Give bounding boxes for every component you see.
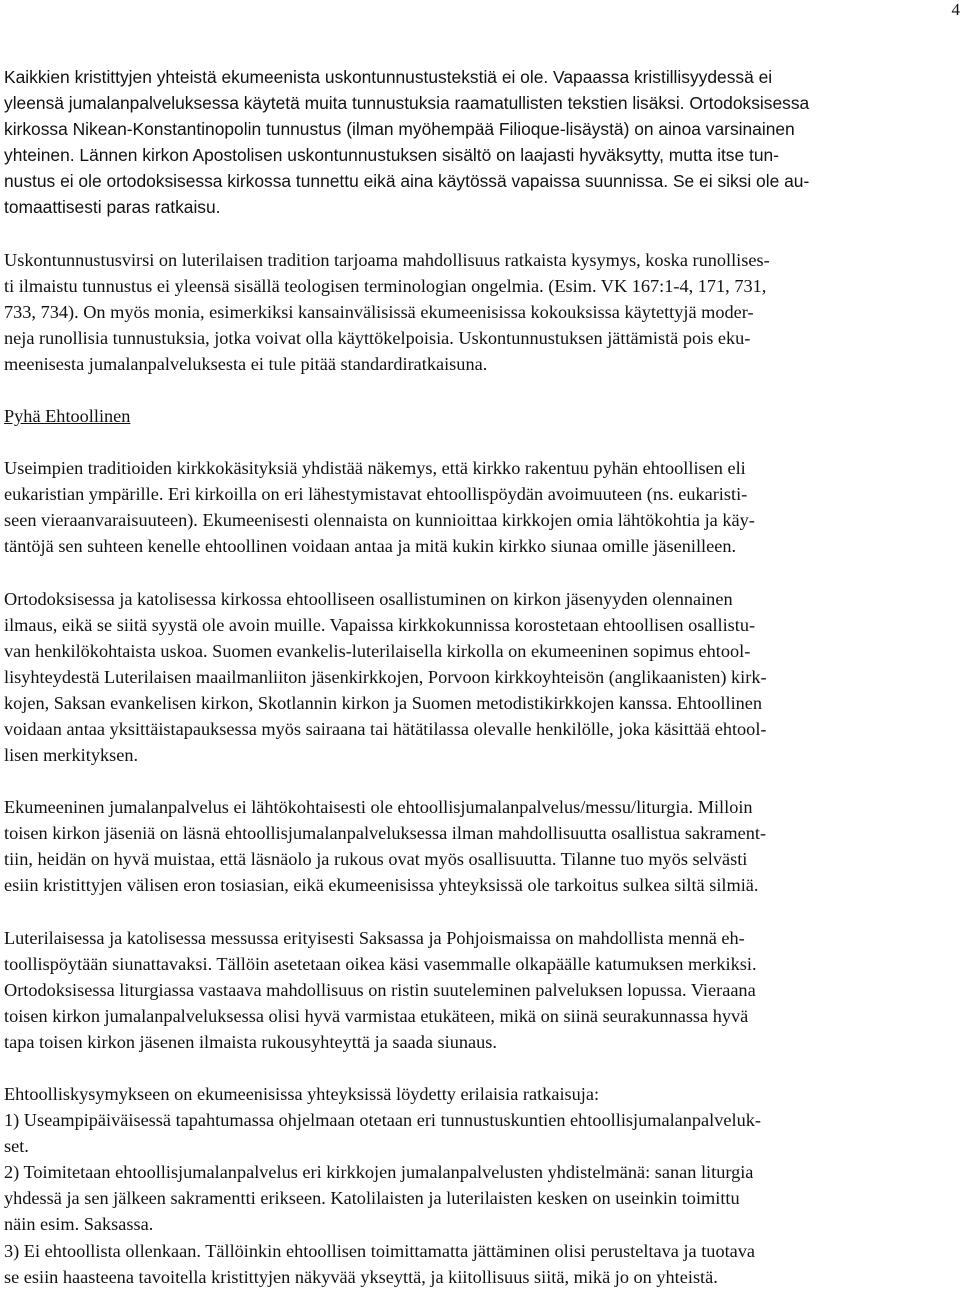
text-line: täntöjä sen suhteen kenelle ehtoollinen voidaan antaa ja mitä kukin kirkko siunaa omille jäsenilleen.: [4, 533, 952, 559]
text-line: tomaattisesti paras ratkaisu.: [4, 194, 952, 220]
text-line: Kaikkien kristittyjen yhteistä ekumeenista uskontunnustustekstiä ei ole. Vapaassa kristillisyydessä ei: [4, 64, 952, 90]
text-line: Luterilaisessa ja katolisessa messussa erityisesti Saksassa ja Pohjoismaissa on mahdollista mennä eh-: [4, 925, 952, 951]
list-item: set.: [4, 1133, 952, 1159]
text-line: toollispöytään siunattavaksi. Tällöin asetetaan oikea käsi vasemmalle olkapäälle katumuksen merkiksi.: [4, 951, 952, 977]
text-line: esiin kristittyjen välisen eron tosiasian, eikä ekumeenisissa yhteyksissä ole tarkoitus sulkea siltä silmiä.: [4, 872, 952, 898]
text-line: voidaan antaa yksittäistapauksessa myös sairaana tai hätätilassa olevalle henkilölle, joka käsittää ehtool-: [4, 716, 952, 742]
text-line: lisen merkityksen.: [4, 742, 952, 768]
intro-paragraph: [4, 64, 952, 221]
section-heading: Pyhä Ehtoollinen: [4, 403, 952, 429]
page-number: 4: [952, 0, 960, 20]
text-line: toisen kirkon jumalanpalveluksessa olisi hyvä varmistaa etukäteen, mikä on siinä seurakunnassa hyvä: [4, 1003, 952, 1029]
list-item: yhdessä ja sen jälkeen sakramentti erikseen. Katolilaisten ja luterilaisten kesken on useinkin toimittu: [4, 1185, 952, 1211]
text-line: lisyhteydestä Luterilaisen maailmanliiton jäsenkirkkojen, Porvoon kirkkoyhteisön (anglikaanisten) kirk-: [4, 664, 952, 690]
text-line: kirkossa Nikean-Konstantinopolin tunnustus (ilman myöhempää Filioque-lisäystä) on ainoa varsinainen: [4, 116, 952, 142]
text-line: meenisesta jumalanpalveluksesta ei tule pitää standardiratkaisuna.: [4, 351, 952, 377]
text-line: Useimpien traditioiden kirkkokäsityksiä yhdistää näkemys, että kirkko rakentuu pyhän ehtoollisen eli: [4, 455, 952, 481]
text-line: neja runollisia tunnustuksia, jotka voivat olla käyttökelpoisia. Uskontunnustuksen jättämistä pois eku-: [4, 325, 952, 351]
paragraph-ecumenical-service: [4, 794, 952, 898]
paragraph-creed-hymn: [4, 247, 952, 377]
list-item: 1) Useampipäiväisessä tapahtumassa ohjelmaan otetaan eri tunnustuskuntien ehtoollisjumalanpalveluk-: [4, 1107, 952, 1133]
text-line: Ekumeeninen jumalanpalvelus ei lähtökohtaisesti ole ehtoollisjumalanpalvelus/messu/liturgia. Milloin: [4, 794, 952, 820]
text-line: seen vieraanvaraisuuteen). Ekumeenisesti olennaista on kunnioittaa kirkkojen omia lähtökohtia ja käy-: [4, 507, 952, 533]
text-line: Uskontunnustusvirsi on luterilaisen tradition tarjoama mahdollisuus ratkaista kysymys, koska runollises-: [4, 247, 952, 273]
list-item: näin esim. Saksassa.: [4, 1211, 952, 1237]
text-line: yleensä jumalanpalveluksessa käytetä muita tunnustuksia raamatullisten tekstien lisäksi. Ortodoksisessa: [4, 90, 952, 116]
text-line: eukaristian ympärille. Eri kirkoilla on eri lähestymistavat ehtoollispöydän avoimuuteen (ns. eukaristi-: [4, 481, 952, 507]
text-line: ilmaus, eikä se siitä syystä ole avoin muille. Vapaissa kirkkokunnissa korostetaan ehtoollisen osallistu-: [4, 612, 952, 638]
text-line: ti ilmaistu tunnustus ei yleensä sisällä teologisen terminologian ongelmia. (Esim. VK 167:1-4, 171, 731,: [4, 273, 952, 299]
text-line: toisen kirkon jäseniä on läsnä ehtoollisjumalanpalveluksessa ilman mahdollisuutta osallistua sakrament-: [4, 820, 952, 846]
list-item: se esiin haasteena tavoitella kristittyjen näkyvää ykseyttä, ja kiitollisuus siitä, mikä jo on yhteistä.: [4, 1264, 952, 1290]
text-line: tapa toisen kirkon jäsenen ilmaista rukousyhteyttä ja saada siunaus.: [4, 1029, 952, 1055]
paragraph-church-practices: [4, 586, 952, 769]
text-line: tiin, heidän on hyvä muistaa, että läsnäolo ja rukous ovat myös osallisuutta. Tilanne tuo myös selvästi: [4, 846, 952, 872]
text-line: Ortodoksisessa ja katolisessa kirkossa ehtoolliseen osallistuminen on kirkon jäsenyyden olennainen: [4, 586, 952, 612]
text-line: nustus ei ole ortodoksisessa kirkossa tunnettu eikä aina käytössä vapaissa suunnissa. Se ei siksi ole au-: [4, 168, 952, 194]
text-line: Ehtoolliskysymykseen on ekumeenisissa yhteyksissä löydetty erilaisia ratkaisuja:: [4, 1081, 952, 1107]
paragraph-blessing: [4, 925, 952, 1055]
text-line: Ortodoksisessa liturgiassa vastaava mahdollisuus on ristin suuteleminen palveluksen lopussa. Vieraana: [4, 977, 952, 1003]
paragraph-eucharist-intro: [4, 455, 952, 559]
text-line: van henkilökohtaista uskoa. Suomen evankelis-luterilaisella kirkolla on ekumeeninen sopimus ehtool-: [4, 638, 952, 664]
paragraph-solutions-list: [4, 1081, 952, 1290]
text-line: yhteinen. Lännen kirkon Apostolisen uskontunnustuksen sisältö on laajasti hyväksytty, mutta itse tun-: [4, 142, 952, 168]
document-body: [4, 64, 952, 1316]
text-line: kojen, Saksan evankelisen kirkon, Skotlannin kirkon ja Suomen metodistikirkkojen kanssa. Ehtoollinen: [4, 690, 952, 716]
list-item: 3) Ei ehtoollista ollenkaan. Tällöinkin ehtoollisen toimittamatta jättäminen olisi perusteltava ja tuotava: [4, 1238, 952, 1264]
list-item: 2) Toimitetaan ehtoollisjumalanpalvelus eri kirkkojen jumalanpalvelusten yhdistelmänä: sanan liturgia: [4, 1159, 952, 1185]
text-line: 733, 734). On myös monia, esimerkiksi kansainvälisissä ekumeenisissa kokouksissa käytettyjä moder-: [4, 299, 952, 325]
